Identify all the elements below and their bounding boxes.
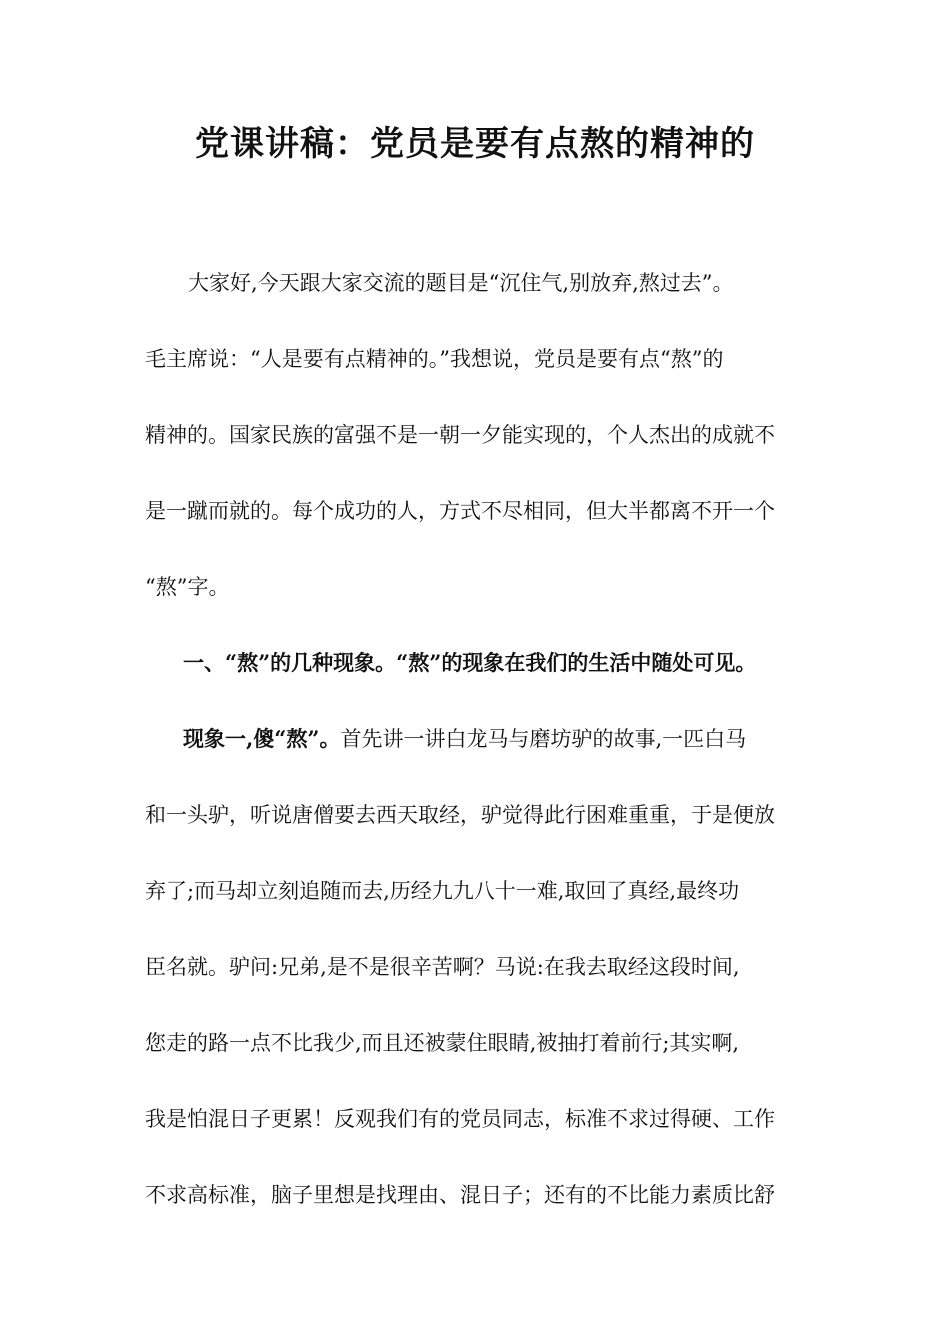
section-heading: 一、“熬”的几种现象。“熬”的现象在我们的生活中随处可见。 [183, 650, 757, 675]
paragraph-line: 大家好,今天跟大家交流的题目是“沉住气,别放弃,熬过去”。 [188, 271, 734, 295]
paragraph-line: 不求高标准，脑子里想是找理由、混日子；还有的不比能力素质比舒 [145, 1183, 775, 1207]
phenomenon-line [145, 701, 810, 777]
paragraph-line: 臣名就。驴问:兄弟,是不是很辛苦啊？马说:在我去取经这段时间, [145, 955, 740, 979]
paragraph-line: 毛主席说：“人是要有点精神的。”我想说，党员是要有点“熬”的 [145, 347, 724, 371]
document-body [145, 245, 810, 1233]
document-title: 党课讲稿：党员是要有点熬的精神的 [195, 124, 755, 164]
phenomenon-text: 首先讲一讲白龙马与磨坊驴的故事,一匹白马 [340, 727, 747, 751]
paragraph-line: 我是怕混日子更累！反观我们有的党员同志，标准不求过得硬、工作 [145, 1107, 775, 1131]
paragraph-line: “熬”字。 [145, 575, 230, 599]
phenomenon-heading: 现象一,傻“熬”。 [183, 726, 341, 751]
paragraph-line: 弃了;而马却立刻追随而去,历经九九八十一难,取回了真经,最终功 [145, 879, 740, 903]
paragraph-line: 和一头驴，听说唐僧要去西天取经，驴觉得此行困难重重，于是便放 [145, 803, 775, 827]
paragraph-line: 精神的。国家民族的富强不是一朝一夕能实现的，个人杰出的成就不 [145, 423, 775, 447]
paragraph-line: 您走的路一点不比我少,而且还被蒙住眼睛,被抽打着前行;其实啊, [145, 1031, 740, 1055]
paragraph-line: 是一蹴而就的。每个成功的人，方式不尽相同，但大半都离不开一个 [145, 499, 775, 523]
